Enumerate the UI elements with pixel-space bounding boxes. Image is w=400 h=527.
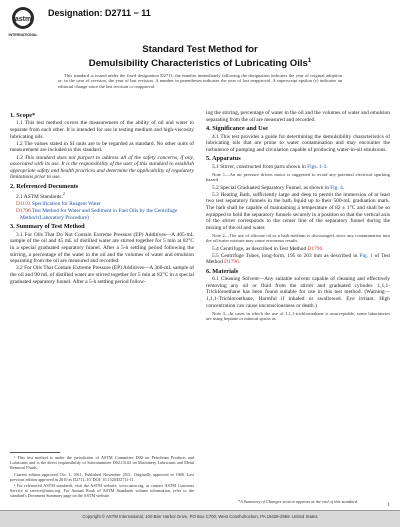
paragraph-1-1: 1.1 This test method covers the measurement of the ability of oil and water to separate from each other. It is intended for use in testing medium and high-viscosity lubricating oils. — [10, 120, 194, 140]
figs-1-3-link[interactable]: Figs. 1-3. — [307, 163, 328, 170]
section-4-heading: 4. Significance and Use — [206, 125, 268, 133]
right-column — [206, 110, 390, 510]
footnotes — [10, 452, 194, 500]
note-1: Note 1—An air pressure driven motor is suggested to avoid any potential electrical sparking hazard. — [206, 171, 390, 183]
footnote-1-edition: Current edition approved Oct. 1, 2011. Published November 2011. Originally approved in 1968. Last previous edition approved in 2010 as D2711–10. DOI: 10.1520/D2711-11. — [10, 471, 194, 482]
designation: Designation: D2711 − 11 — [48, 8, 151, 18]
paragraph-6-1: 6.1 Cleaning Solvent—Any suitable solvent capable of cleaning and effectively removing any oil or fluid from the stirrer and graduated cylinder. 1,1,1-Trichloroethane has been found suitable for use in this test method. (Warning—1,1,1-Trichloroethane, Harmful if inhaled or swallowed. Eye irritant. High concentration can cause unconsciousness or death.) — [206, 276, 390, 309]
paragraph-5-5: 5.5 Centrifuge Tubes, long-form, 195 to 203 mm as described in Fig. 1 of Test Method D1796. — [206, 252, 390, 266]
paragraph-3-2-continued: ing the stirring, percentage of water in the oil and the volumes of water and emulsion separating from the oil are measured and recorded. — [206, 110, 390, 123]
section-2-heading: 2. Referenced Documents — [10, 182, 79, 190]
document-header — [10, 6, 390, 42]
paragraph-5-1: 5.1 Stirrer, constructed from parts shown in Figs. 1-3. — [212, 163, 328, 170]
title-line-2: Demulsibility Characteristics of Lubricating Oils$^1$ — [88, 57, 312, 69]
svg-text:INTERNATIONAL: INTERNATIONAL — [8, 33, 38, 37]
paragraph-1-2: 1.2 The values stated in SI units are to be regarded as standard. No other units of measurement are included in this standard. — [10, 140, 194, 154]
note-2: Note 2—The use of silicone oil as a bath medium is discouraged, since any contamination into the oil/water mixture may cause erroneous results. — [206, 232, 390, 244]
footnote-2: ² For referenced ASTM standards, visit the ASTM website, www.astm.org, or contact ASTM Customer Service at service@astm.org. For Annual Book of ASTM Standards volume information, refer to the standard's Document Summary page on the ASTM website. — [10, 483, 194, 499]
left-column — [10, 110, 194, 450]
reference-d1796[interactable]: D1796 Test Method for Water and Sediment in Fuel Oils by the Centrifuge Method (Laboratory Procedure) — [16, 208, 178, 221]
section-5-heading: 5. Apparatus — [206, 155, 241, 163]
footnote-rule — [10, 452, 60, 453]
summary-of-changes-line: *A Summary of Changes section appears at the end of this standard. — [237, 499, 359, 504]
footnote-1: ¹ This test method is under the jurisdiction of ASTM Committee D02 on Petroleum Products and Lubricants and is the direct responsibility of Subcommittee D02.C0.02 on Machinery Lubricants and Metal Removal Fluids. — [10, 455, 194, 471]
reference-d1193[interactable]: D1193 Specification for Reagent Water — [16, 201, 101, 208]
fig-1-link[interactable]: Fig. 1 — [359, 252, 373, 259]
section-1-heading: 1. Scope* — [10, 112, 36, 119]
note-3: Note 3—In cases in which the use of 1,1,1-trichloroethane is unacceptable, some laboratories are using heptane or mineral spirits as — [206, 310, 390, 322]
title-line-1: Standard Test Method for — [142, 44, 258, 55]
svg-text:astm: astm — [14, 16, 32, 23]
paragraph-3-2: 3.2 For Oils That Contain Extreme Pressure (EP) Additives—A 360-mL sample of the oil and 90 mL of distilled water are stirred together for 5 min at 82°C in a special graduated separatory funnel. After a 5-h settling period follow- — [10, 265, 194, 285]
paragraph-5-2: 5.2 Special Graduated Separatory Funnel, as shown in Fig. 4. — [212, 184, 345, 191]
intro-paragraph: This standard is issued under the fixed designation D2711; the number immediately following the designation indicates the year of original adoption or, in the case of revision, the year of last revision. A number in parentheses indicates the year of last reapproval. A superscript epsilon (ε) indicates an editorial change since the last revision or reapproval. — [58, 73, 342, 89]
paragraph-1-3: 1.3 This standard does not purport to address all of the safety concerns, if any, associated with its use. It is the responsibility of the user of this standard to establish appropriate safety and health practices and determine the applicability of regulatory limitations prior to use. — [10, 154, 194, 181]
paragraph-5-4: 5.4 Centrifuge, as described in Test Method D1796. — [212, 245, 324, 252]
d1796-link-2[interactable]: D1796. — [224, 259, 241, 266]
paragraph-2-1: 2.1 ASTM Standards:$^2$ — [16, 191, 65, 201]
d1796-link[interactable]: D1796. — [307, 245, 324, 252]
title-block — [0, 44, 400, 69]
fig-4-link[interactable]: Fig. 4. — [330, 184, 345, 191]
paragraph-3-1: 3.1 For Oils That Do Not Contain Extreme Pressure (EP) Additives—A 405-mL sample of the oil and 45 mL of distilled water are stirred together for 5 min at 82°C in a special graduated separatory funnel. After a 5-h settling period following the stirring, a percentage of the water in the oil and the volumes of water and emulsion separating from the oil are measured and recorded. — [10, 231, 194, 265]
page-number: 1 — [387, 503, 390, 508]
copyright-bar: Copyright © ASTM International, 100 Barr Harbor Drive, PO Box C700, West Conshohocken, PA 19428-2959. United States — [0, 510, 400, 527]
section-3-heading: 3. Summary of Test Method — [10, 223, 85, 231]
astm-logo — [10, 6, 36, 38]
paragraph-4-1: 4.1 This test provides a guide for determining the demulsibility characteristics of lubricating oils that are prone to water contamination and may encounter the turbulence of pumping and circulation capable of producing water-in-oil emulsions. — [206, 133, 390, 153]
section-6-heading: 6. Materials — [206, 267, 239, 275]
paragraph-5-3: 5.3 Heating Bath, sufficiently large and deep to permit the immersion of at least two test separatory funnels in the bath liquid up to their 500-mL graduation mark. The bath shall be capable of maintaining a temperature of 82 ± 1°C and shall be so equipped to hold the separatory funnels securely in a position so that the vertical axis of the stirrer corresponds to the center line of the separatory funnel during the mixing of the oil and water. — [206, 191, 390, 231]
